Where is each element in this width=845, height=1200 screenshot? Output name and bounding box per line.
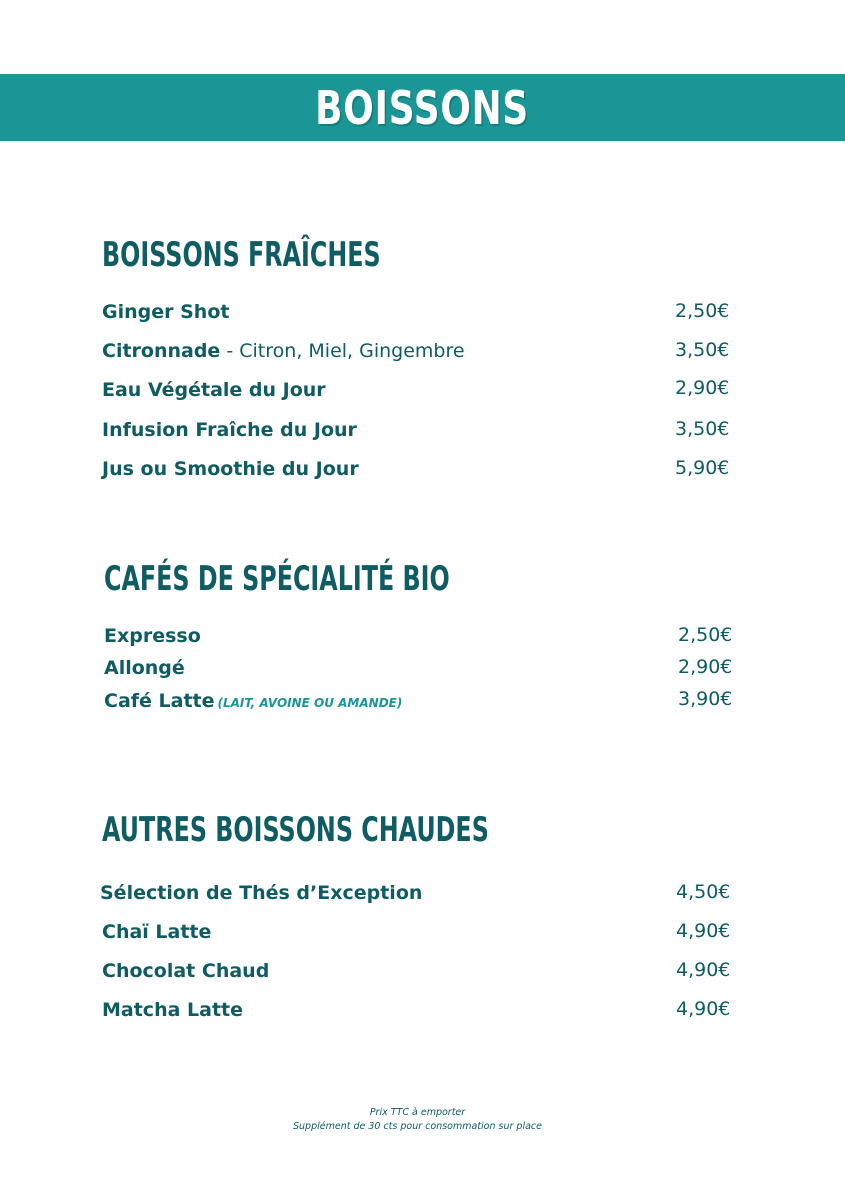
- item-name: Café Latte: [104, 690, 215, 712]
- header-banner: [0, 74, 845, 141]
- item-name: Eau Végétale du Jour: [102, 379, 326, 401]
- item-price: 3,90€: [678, 688, 733, 710]
- item-name: Citronnade: [102, 340, 221, 362]
- menu-item: [102, 962, 269, 981]
- item-name: Infusion Fraîche du Jour: [102, 419, 357, 441]
- item-name: Sélection de Thés d’Exception: [100, 882, 423, 904]
- item-price: 4,90€: [676, 998, 731, 1020]
- menu-item: [100, 884, 422, 903]
- item-price: 5,90€: [675, 457, 730, 479]
- item-name: Expresso: [104, 625, 201, 647]
- menu-item: [102, 421, 357, 440]
- footer-note-price: Prix TTC à emporter: [369, 1107, 466, 1118]
- item-price: 2,90€: [675, 377, 730, 399]
- footer-note-supplement: Supplément de 30 cts pour consommation sur place: [293, 1121, 542, 1132]
- menu-item: [104, 627, 201, 646]
- section-title-autres-boissons: AUTRES BOISSONS CHAUDES: [102, 810, 489, 850]
- item-description: - Citron, Miel, Gingembre: [220, 340, 465, 362]
- item-price: 4,50€: [676, 881, 731, 903]
- menu-item: [102, 303, 229, 322]
- item-price: 4,90€: [676, 959, 731, 981]
- item-name: Chaï Latte: [102, 921, 212, 943]
- item-price: 3,50€: [675, 339, 730, 361]
- item-price: 3,50€: [675, 418, 730, 440]
- item-price: 4,90€: [676, 920, 731, 942]
- item-name: Matcha Latte: [102, 999, 244, 1021]
- item-price: 2,50€: [675, 300, 730, 322]
- item-price: 2,50€: [678, 624, 733, 646]
- item-price: 2,90€: [678, 656, 733, 678]
- menu-item: [104, 659, 185, 678]
- item-name: Allongé: [104, 657, 185, 679]
- menu-item: [102, 381, 326, 400]
- section-title-boissons-fraiches: BOISSONS FRAÎCHES: [102, 235, 381, 275]
- item-name: Chocolat Chaud: [102, 960, 270, 982]
- menu-item: [102, 342, 465, 361]
- item-name: Ginger Shot: [102, 301, 230, 323]
- section-title-cafes: CAFÉS DE SPÉCIALITÉ BIO: [104, 559, 450, 599]
- menu-item: [104, 692, 402, 711]
- menu-item: [102, 460, 359, 479]
- menu-item: [102, 923, 211, 942]
- item-name: Jus ou Smoothie du Jour: [102, 458, 359, 480]
- menu-item: [102, 1001, 243, 1020]
- page-title: BOISSONS: [315, 80, 530, 135]
- item-note: (LAIT, AVOINE OU AMANDE): [217, 696, 403, 710]
